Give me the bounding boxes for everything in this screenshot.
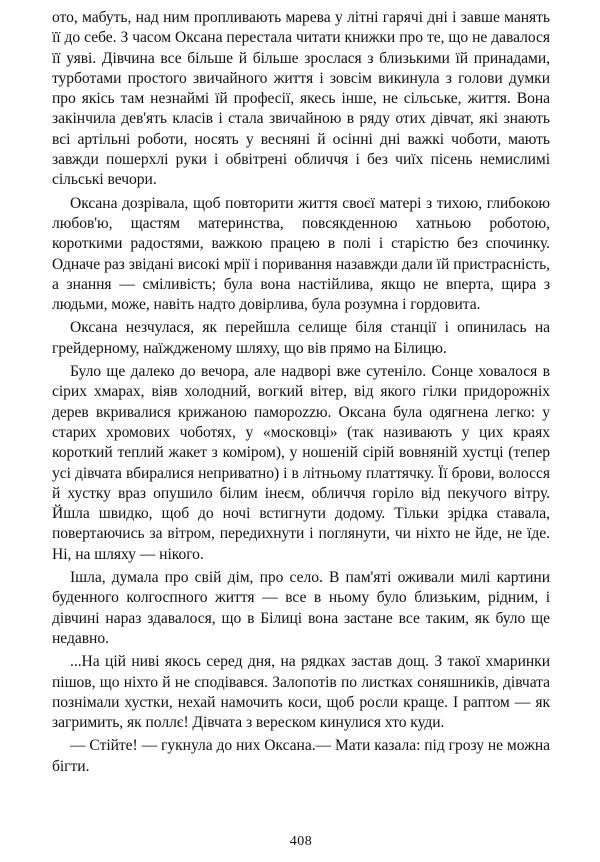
paragraph-memories: Ішла, думала про свій дім, про село. В пам'яті оживали милі картини буденного колгоспного життя — все в ньому було близьким, рідним, і дівчині нараз здавалося, що в Білиці вона застане все таким, як було ще недавно.: [52, 569, 550, 647]
book-page: [52, 8, 550, 858]
paragraph-evening: Було ще далеко до вечора, але надворі вже сутеніло. Сонце ховалося в сірих хмарах, віяв холодний, вогкий вітер, від якого гілки придорожніх дерев вкривалися крижаною паморozzю. Оксана була одягнена легко: у старих хромових чоботях, у «московці» (так називають у цих краях короткий теплий жакет з коміром), у ношеній сірій вовняній хустці (тепер усі дівчата вбиралися неприватно) і в літньому платтячку. Її брови, волосся й хустку враз опушило білим інеєм, обличчя горіло від пекучого вітру. Йшла швидко, щоб до ночі встигнути додому. Тільки зрідка ставала, повертаючись за вітром, передихнути і поглянути, чи ніхто не йде, не їде. Ні, на шляху — нікого.: [52, 363, 550, 563]
paragraph-road: Оксана незчулася, як перейшла селище біля станції і опинилась на грейдерному, наїжджeному шляху, що вів прямо на Білицю.: [52, 319, 550, 357]
paragraph-continuation: ото, мабуть, над ним пропливають марева у літні гарячі дні і завше манять її до себе. З часом Оксана перестала читати книжки про те, що не давалося її уяві. Дівчина все більше й більше зрослася з близькими їй принадами, турботами простого звичайного життя і зовсім викинула з голови думки про якісь там незнаймі їй професії, якесь інше, не сільське, життя. Вона закінчила дев'ять класів і стала звичайною в ряду отих дівчат, які знають всі артільні роботи, носять у весняні й осінні дні важкі чоботи, мають завжди пошерхлі руки і обвітрені обличчя і без чиїх пісень немислимі сільські вечори.: [52, 9, 550, 189]
body-text: [52, 8, 550, 777]
page-number: 408: [289, 834, 313, 849]
paragraph-dialogue: — Стійте! — гукнула до них Оксана.— Мати казала: під грозу не можна бігти.: [52, 737, 550, 775]
paragraph-rain: ...На цій ниві якось серед дня, на рядках застав дощ. З такої хмаринки пішов, що ніхто й не сподівався. Залопотів по листках соняшників, дівчата познімали хустки, нехай намочить коси, щоб росли краще. І раптом — як загримить, як поллє! Дівчата з вереском кинулися хто куди.: [52, 653, 550, 732]
paragraph-oksana-maturing: Оксана дозрівала, щоб повторити життя своєї матері з тихою, глибокою любов'ю, щастям материнства, повсякденною хатньою роботою, короткими радостями, важкою працею в полі і старістю без спочинку. Одначе раз звідані високі мрії і поривання назавжди дали їй пристрасність, а знання — сміливість; була вона настійлива, якщо не вперта, щира з людьми, може, навіть надто довірлива, була розумна і гордовита.: [52, 194, 550, 314]
